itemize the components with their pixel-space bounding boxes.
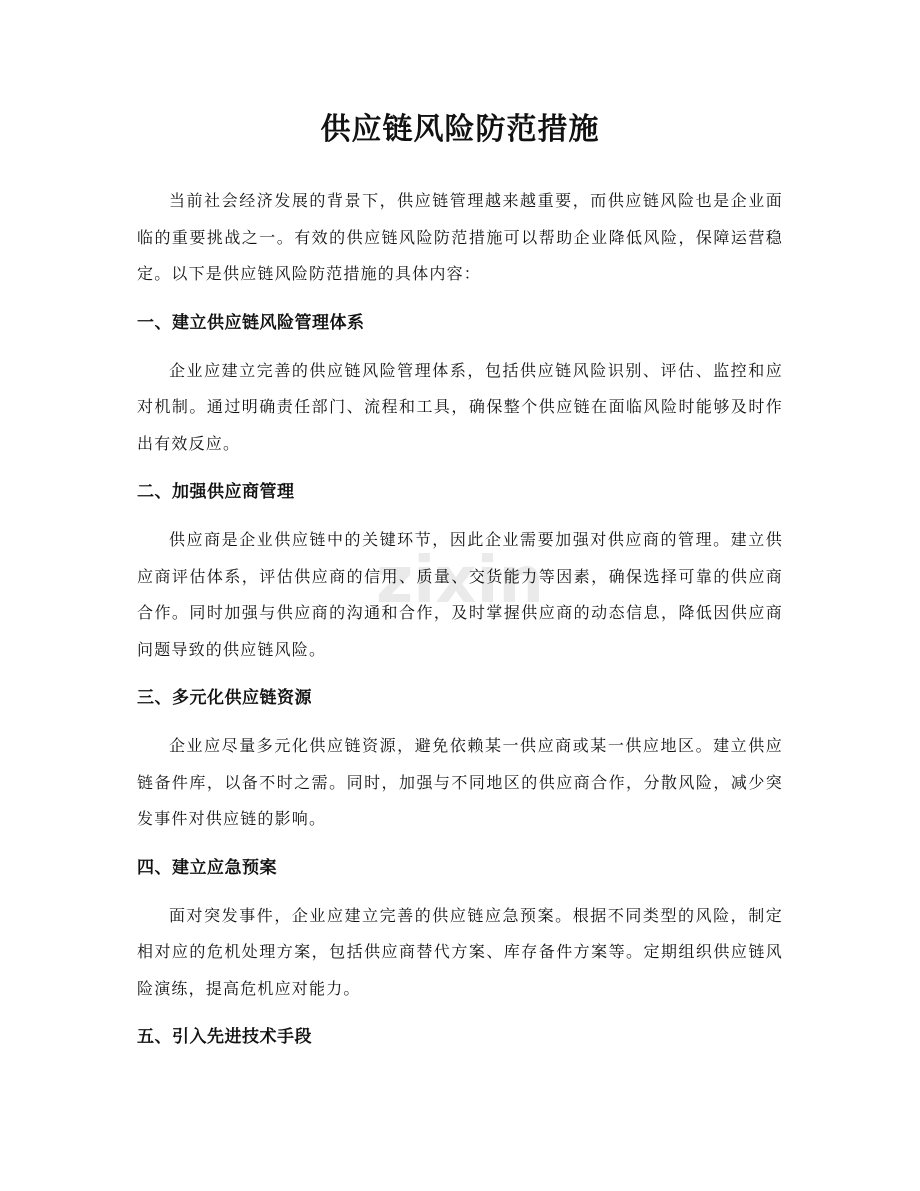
section-heading-2: 二、加强供应商管理 bbox=[137, 482, 295, 502]
section-heading-5: 五、引入先进技术手段 bbox=[137, 1027, 312, 1047]
section-heading-4: 四、建立应急预案 bbox=[137, 857, 277, 878]
section-paragraph-1: 企业应建立完善的供应链风险管理体系，包括供应链风险识别、评估、监控和应对机制。通过明确责任部门、流程和工具，确保整个供应链在面临风险时能够及时作出有效反应。 bbox=[137, 360, 783, 453]
section-paragraph-3: 企业应尽量多元化供应链资源，避免依赖某一供应商或某一供应地区。建立供应链备件库，以备不时之需。同时，加强与不同地区的供应商合作，分散风险，减少突发事件对供应链的影响。 bbox=[137, 736, 783, 828]
section-heading-3: 三、多元化供应链资源 bbox=[137, 688, 312, 708]
section-paragraph-2: 供应商是企业供应链中的关键环节，因此企业需要加强对供应商的管理。建立供应商评估体系，评估供应商的信用、质量、交货能力等因素，确保选择可靠的供应商合作。同时加强与供应商的沟通和合作，及时掌握供应商的动态信息，降低因供应商问题导致的供应链风险。 bbox=[137, 530, 783, 659]
section-paragraph-4: 面对突发事件，企业应建立完善的供应链应急预案。根据不同类型的风险，制定相对应的危机处理方案，包括供应商替代方案、库存备件方案等。定期组织供应链风险演练，提高危机应对能力。 bbox=[137, 905, 783, 998]
intro-paragraph: 当前社会经济发展的背景下，供应链管理越来越重要，而供应链风险也是企业面临的重要挑战之一。有效的供应链风险防范措施可以帮助企业降低风险，保障运营稳定。以下是供应链风险防范措施的具体内容： bbox=[137, 191, 783, 283]
section-heading-1: 一、建立供应链风险管理体系 bbox=[137, 312, 365, 333]
page-title: 供应链风险防范措施 bbox=[320, 112, 600, 147]
document-body bbox=[137, 183, 783, 1054]
watermark-text: zixin bbox=[376, 544, 544, 618]
